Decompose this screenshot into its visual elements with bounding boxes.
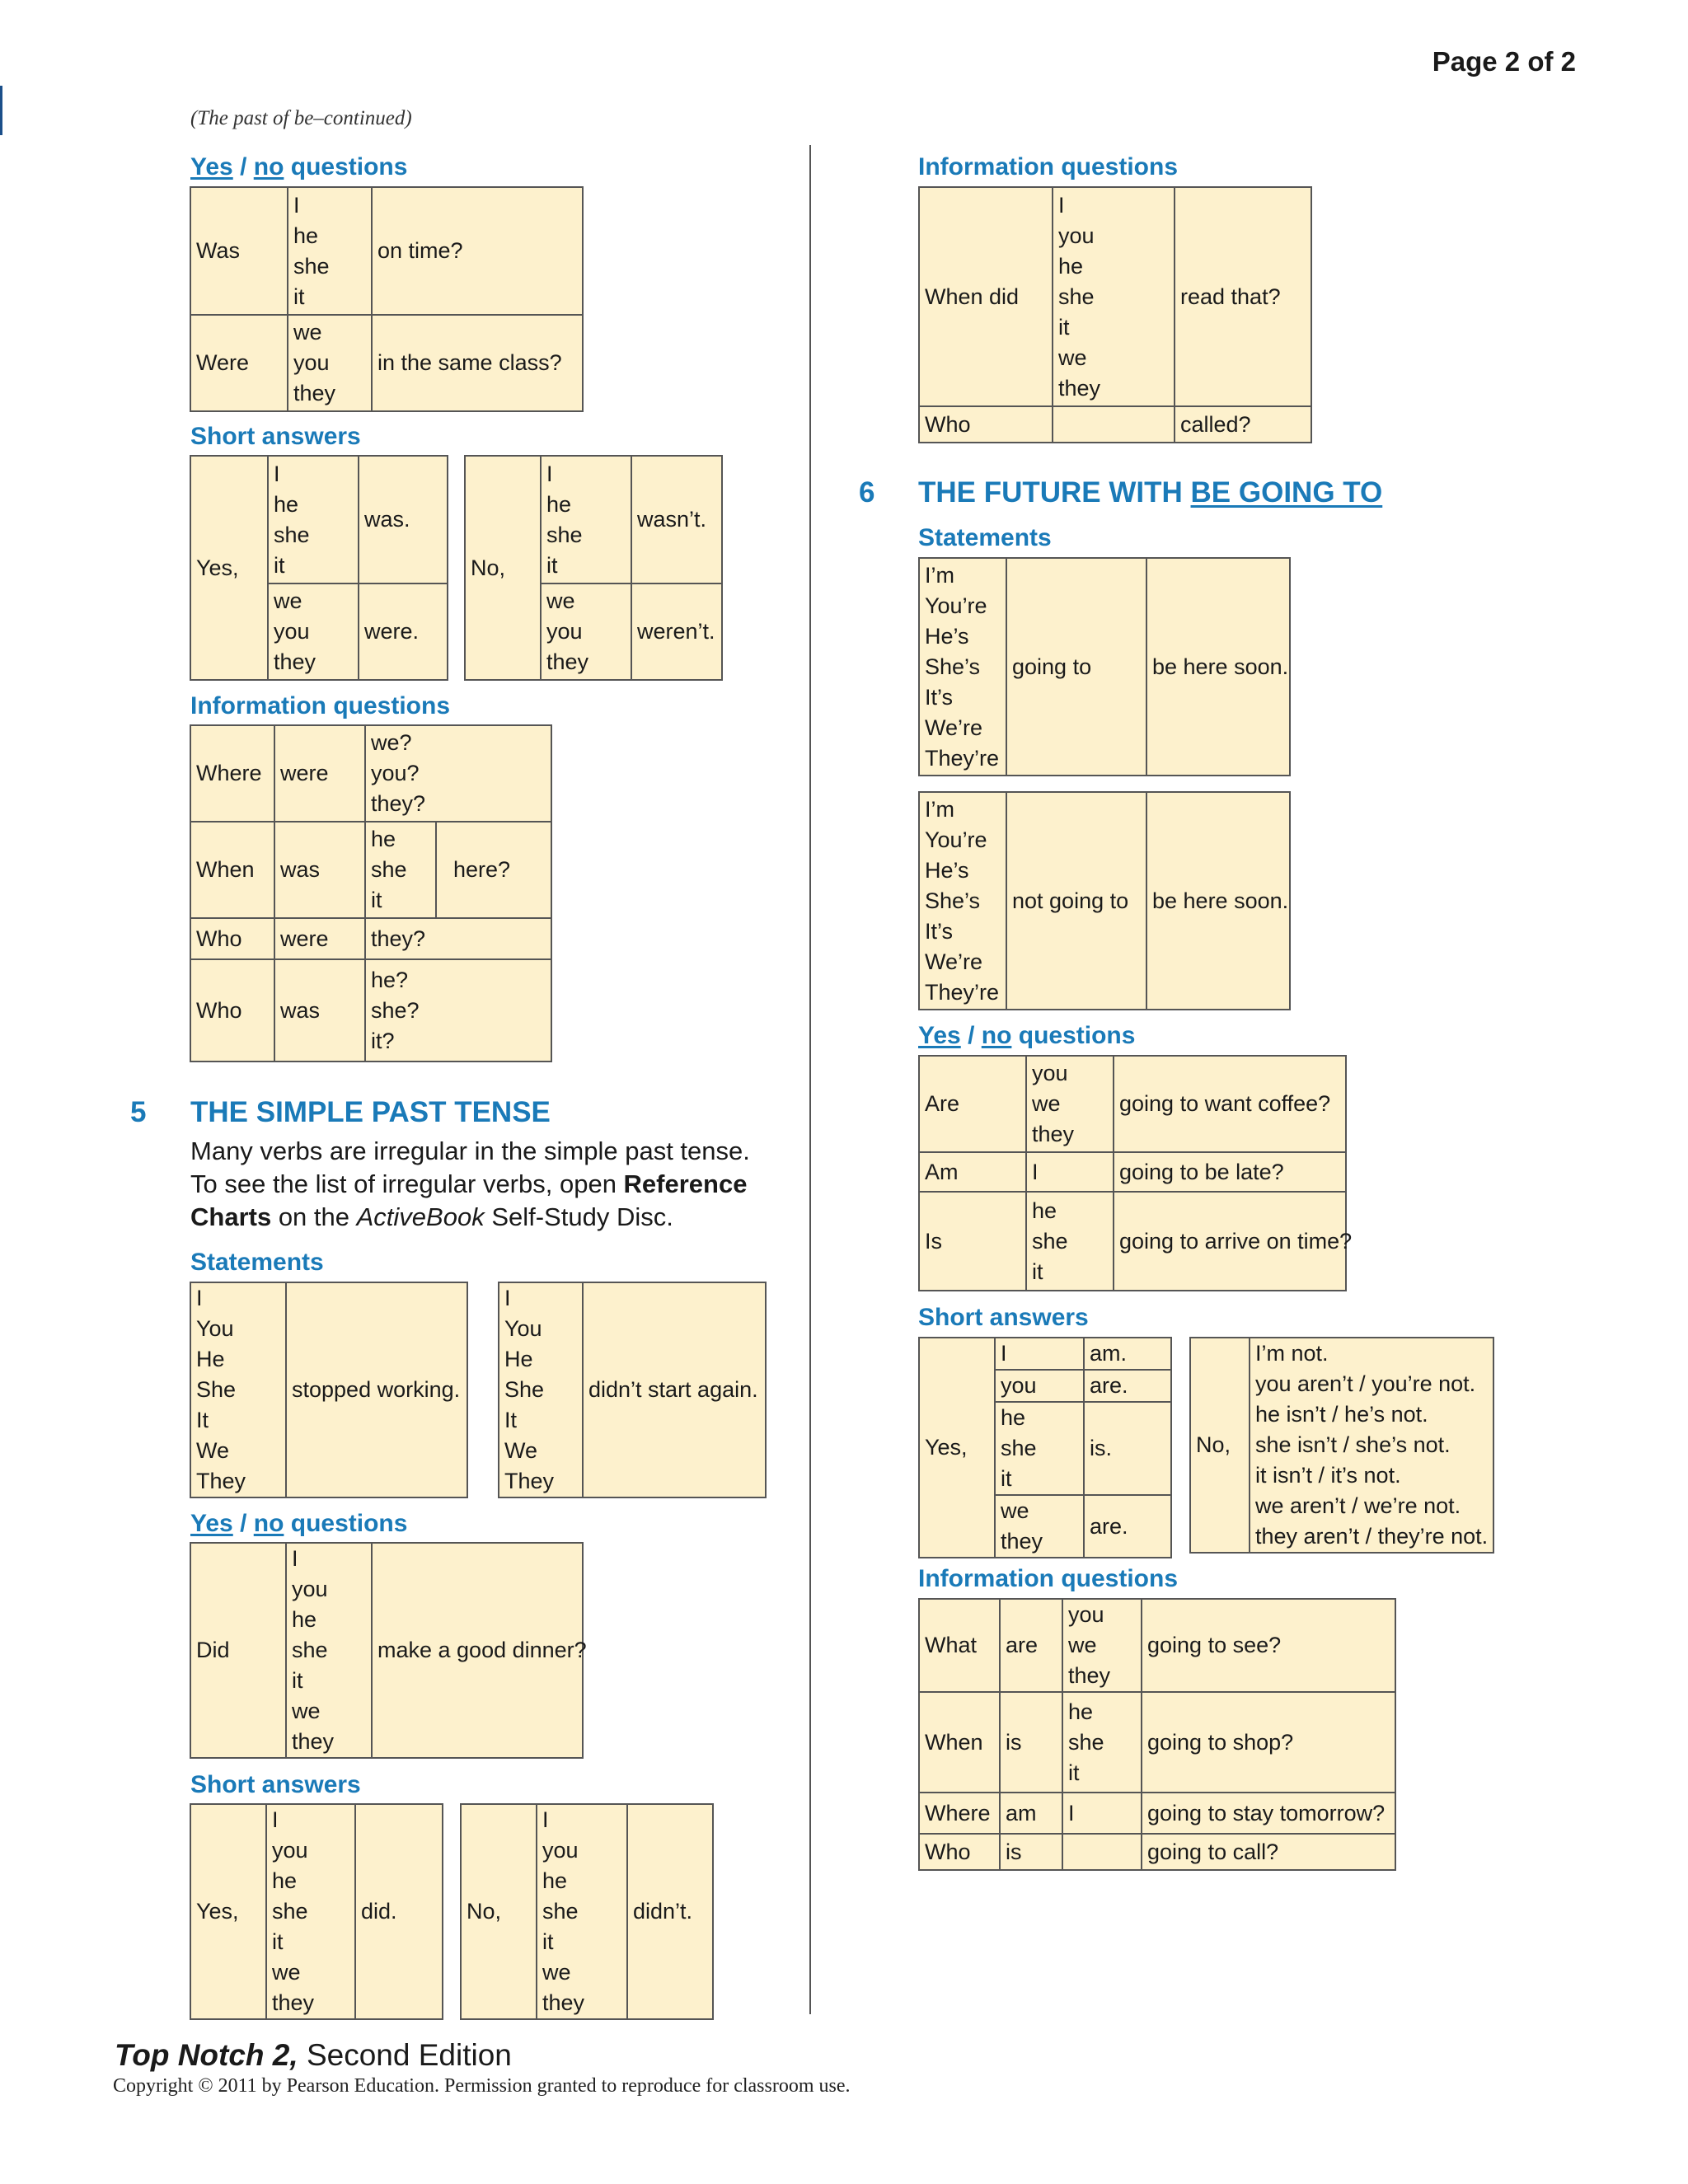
pronoun: It	[504, 1408, 518, 1432]
cell-be: is	[1000, 1692, 1062, 1793]
cell-empty	[1053, 406, 1175, 443]
intro-line	[190, 1168, 750, 1201]
pronoun: it	[371, 888, 382, 912]
pronoun: you	[546, 619, 583, 644]
yes-no-questions-heading	[190, 1511, 407, 1536]
cell-be: am	[1000, 1793, 1062, 1834]
pronoun: I	[504, 1286, 511, 1310]
pronoun: it	[1058, 314, 1070, 340]
pronoun: we?	[371, 730, 412, 755]
cell-verb: were	[274, 725, 365, 822]
cell-pronouns	[268, 456, 359, 583]
information-questions-heading: Information questions	[918, 153, 1178, 180]
cell-be: is.	[1084, 1402, 1171, 1495]
short-answers-heading: Short answers	[190, 1771, 361, 1798]
pronoun: He	[196, 1347, 225, 1371]
pronoun: She’s	[925, 654, 981, 679]
pronoun: they	[272, 1990, 315, 2015]
pronoun: she	[371, 857, 407, 882]
cell-no: No,	[465, 456, 541, 680]
cell-pronouns: they?	[365, 918, 551, 959]
pronoun: you?	[371, 761, 420, 785]
cell-pronouns	[1053, 187, 1175, 406]
cell-verb: was	[274, 822, 365, 918]
cell-complement: called?	[1175, 406, 1311, 443]
book-title-edition: Second Edition	[298, 2038, 512, 2072]
pronoun: They’re	[925, 745, 1000, 771]
pronoun: it	[542, 1929, 554, 1954]
pronoun: they	[293, 381, 336, 405]
short-answers-no-table	[464, 455, 723, 681]
pronoun: you	[1068, 1602, 1104, 1627]
cell-complement: going to stay tomorrow?	[1142, 1793, 1395, 1834]
pronoun: you	[1032, 1061, 1068, 1085]
pronoun: They	[504, 1469, 555, 1493]
pronoun: She	[504, 1377, 545, 1402]
pronoun: you	[292, 1577, 328, 1601]
pronoun: you	[293, 350, 330, 375]
pronoun: he	[272, 1868, 298, 1893]
pronoun: We	[196, 1438, 230, 1463]
negative-answer: I’m not.	[1255, 1341, 1329, 1366]
cell-were: were.	[359, 583, 448, 680]
title-underlined: BE GOING TO	[1190, 476, 1383, 509]
cell-pronouns	[268, 583, 359, 680]
pronoun: we	[542, 1960, 571, 1985]
cell-wh: What	[919, 1599, 1000, 1692]
cell-pronouns	[919, 792, 1006, 1010]
information-questions-heading: Information questions	[190, 692, 450, 719]
pronoun: we	[293, 320, 322, 344]
cell-complement: going to want coffee?	[1114, 1056, 1346, 1152]
pronoun: He’s	[925, 857, 969, 883]
cell-pronouns	[288, 187, 372, 315]
simple-past-negative-table	[498, 1282, 767, 1498]
yes-no-questions-heading	[190, 155, 407, 180]
copyright-notice: Copyright © 2011 by Pearson Education. Permission granted to reproduce for classroom use.	[113, 2075, 851, 2097]
yes-link: Yes	[190, 1510, 233, 1537]
pronoun: we	[1001, 1498, 1029, 1523]
cell-no: No,	[461, 1804, 537, 2019]
cell-be: Is	[919, 1192, 1026, 1291]
short-answers-heading: Short answers	[918, 1304, 1089, 1331]
pronoun: I	[274, 461, 280, 486]
pronoun: we	[1032, 1091, 1061, 1116]
pronoun: he	[542, 1868, 568, 1893]
going-to-short-no-table	[1189, 1337, 1494, 1554]
section-6-title	[918, 478, 1382, 507]
cell-did: did.	[355, 1804, 443, 2019]
cell-wh: When	[919, 1692, 1000, 1793]
pronoun: he	[1001, 1405, 1026, 1430]
page-number: Page 2 of 2	[1432, 46, 1576, 77]
pronoun: we	[292, 1699, 321, 1723]
cell-pronouns	[541, 456, 631, 583]
short-answers-heading: Short answers	[190, 423, 361, 450]
cell-be: are.	[1084, 1495, 1171, 1558]
cell-pronouns	[537, 1804, 627, 2019]
cell-verb-phrase: stopped working.	[286, 1282, 467, 1497]
intro-bold: Charts	[190, 1202, 272, 1231]
simple-past-short-no-table	[460, 1803, 714, 2020]
heading-rest: questions	[1011, 1022, 1136, 1049]
cell-be: am.	[1084, 1338, 1171, 1370]
pronoun: he	[292, 1607, 317, 1632]
pronoun: She	[196, 1377, 237, 1402]
cell-wasnt: wasn’t.	[631, 456, 722, 583]
pronoun: he?	[371, 967, 409, 992]
cell-pronouns	[365, 822, 436, 918]
pronoun: he	[1032, 1197, 1057, 1223]
past-be-information-questions-table	[190, 724, 552, 1062]
cell-pronouns	[541, 583, 631, 680]
heading-rest: questions	[284, 1510, 408, 1537]
cell-pronouns	[1026, 1192, 1114, 1291]
negative-answer: she isn’t / she’s not.	[1255, 1432, 1451, 1457]
cell-negatives	[1250, 1338, 1493, 1553]
cell-pronouns	[1062, 1692, 1142, 1793]
cell-verb: were	[274, 918, 365, 959]
pronoun: they	[1058, 375, 1101, 401]
pronoun: he	[274, 491, 299, 517]
cell-complement: going to call?	[1142, 1834, 1395, 1870]
pronoun: you	[542, 1838, 579, 1863]
going-to-affirmative-table	[918, 557, 1291, 776]
pronoun: I	[1058, 192, 1065, 218]
negative-answer: he isn’t / he’s not.	[1255, 1402, 1428, 1427]
cell-pronouns	[286, 1543, 372, 1758]
pronoun: I	[196, 1286, 203, 1310]
pronoun: it	[1032, 1258, 1043, 1284]
intro-text: on the	[271, 1202, 357, 1231]
pronoun: she	[1068, 1729, 1104, 1755]
pronoun: you	[272, 1838, 308, 1863]
cell-complement: make a good dinner?	[372, 1543, 583, 1758]
cell-pronouns	[365, 959, 551, 1062]
pronoun: we	[1058, 344, 1087, 370]
cell-pronouns	[995, 1402, 1084, 1495]
pronoun: You’re	[925, 593, 987, 618]
simple-past-short-yes-table	[190, 1803, 443, 2020]
pronoun: it	[274, 552, 285, 578]
pronoun: she	[1001, 1436, 1037, 1460]
cell-going-to: not going to	[1006, 792, 1146, 1010]
pronoun: They’re	[925, 979, 1000, 1005]
pronoun: I	[293, 192, 300, 218]
cell-be: are.	[1084, 1370, 1171, 1402]
cell-pronoun: I	[1026, 1152, 1114, 1192]
pronoun: you	[1058, 223, 1095, 248]
simple-past-affirmative-table	[190, 1282, 468, 1498]
pronoun: they	[546, 649, 589, 674]
cell-pronoun: I	[1062, 1793, 1142, 1834]
book-title-italic: Top Notch 2,	[115, 2038, 298, 2072]
pronoun: She’s	[925, 888, 981, 913]
cell-complement: on time?	[372, 187, 583, 315]
pronoun: she	[293, 253, 330, 279]
pronoun: it	[292, 1668, 303, 1693]
pronoun: I	[542, 1807, 549, 1832]
pronoun: I’m	[925, 796, 954, 822]
cell-complement: read that?	[1175, 187, 1311, 406]
pronoun: she	[272, 1899, 308, 1924]
pronoun: I	[292, 1546, 298, 1571]
cell-going-to: going to	[1006, 558, 1146, 776]
cell-pronouns	[919, 558, 1006, 776]
cell-was: Was	[190, 187, 288, 315]
no-link: no	[253, 1510, 284, 1537]
cell-empty	[1062, 1834, 1142, 1870]
pronoun: I’m	[925, 562, 954, 588]
pronoun: she?	[371, 997, 420, 1023]
pronoun: they	[1001, 1529, 1043, 1554]
cell-complement: going to shop?	[1142, 1692, 1395, 1793]
section-6-number: 6	[859, 476, 875, 509]
cell-wh: When did	[919, 187, 1053, 406]
cell-were: Were	[190, 315, 288, 411]
cell-pronouns	[1062, 1599, 1142, 1692]
cell-did: Did	[190, 1543, 286, 1758]
cell-wh: When	[190, 822, 274, 918]
pronoun: he	[371, 827, 396, 851]
cell-yes: Yes,	[190, 456, 268, 680]
pronoun: she	[542, 1899, 579, 1924]
pronoun: they	[542, 1990, 585, 2015]
cell-be: is	[1000, 1834, 1062, 1870]
cell-complement: going to be late?	[1114, 1152, 1346, 1192]
cell-wh: Who	[190, 959, 274, 1062]
cell-be: are	[1000, 1599, 1062, 1692]
column-divider	[809, 145, 811, 2014]
section-5-number: 5	[130, 1096, 147, 1128]
pronoun: it	[272, 1929, 284, 1954]
cell-didnt: didn’t.	[627, 1804, 713, 2019]
cell-be: Are	[919, 1056, 1026, 1152]
pronoun: he	[293, 223, 319, 248]
pronoun: it	[546, 552, 558, 578]
yes-link: Yes	[918, 1022, 961, 1049]
past-simple-information-questions-table	[918, 186, 1312, 443]
pronoun: it	[1001, 1466, 1012, 1491]
cell-yes: Yes,	[190, 1804, 266, 2019]
yes-link: Yes	[190, 153, 233, 180]
pronoun: we	[1068, 1633, 1097, 1657]
statements-heading: Statements	[918, 524, 1052, 551]
intro-bold: Reference	[623, 1169, 748, 1198]
pronoun: You	[196, 1316, 234, 1341]
going-to-negative-table	[918, 791, 1291, 1010]
pronoun: they	[274, 649, 316, 674]
going-to-information-questions-table	[918, 1598, 1396, 1871]
heading-rest: questions	[284, 153, 408, 180]
pronoun: he	[1068, 1699, 1094, 1724]
cell-no: No,	[1190, 1338, 1250, 1553]
pronoun: she	[292, 1638, 328, 1662]
pronoun: it	[1068, 1760, 1080, 1785]
statements-heading: Statements	[190, 1249, 324, 1276]
cell-wh: Where	[190, 725, 274, 822]
pronoun: we	[546, 588, 575, 613]
cell-complement: going to see?	[1142, 1599, 1395, 1692]
no-link: no	[981, 1022, 1012, 1049]
cell-verb-phrase: be here soon.	[1146, 558, 1290, 776]
pronoun: they	[292, 1729, 335, 1754]
pronoun: she	[274, 522, 310, 547]
heading-separator: /	[232, 1510, 254, 1537]
section-5-title: THE SIMPLE PAST TENSE	[190, 1096, 551, 1128]
pronoun: It’s	[925, 918, 954, 944]
going-to-short-yes-table	[918, 1337, 1172, 1558]
cell-complement: going to arrive on time?	[1114, 1192, 1346, 1291]
pronoun: I	[272, 1807, 279, 1832]
section-caption: (The past of be–continued)	[190, 107, 412, 129]
cell-complement: here?	[436, 822, 551, 918]
negative-answer: it isn’t / it’s not.	[1255, 1463, 1401, 1488]
pronoun: You	[504, 1316, 542, 1341]
intro-line: Many verbs are irregular in the simple past tense.	[190, 1137, 750, 1165]
intro-text: Self-Study Disc.	[484, 1202, 673, 1231]
cell-pronouns	[499, 1282, 583, 1497]
intro-text: To see the list of irregular verbs, open	[190, 1169, 624, 1198]
title-text: THE FUTURE WITH	[918, 476, 1191, 509]
pronoun: she	[546, 522, 583, 547]
pronoun: It’s	[925, 684, 954, 710]
page-edge-mark	[0, 86, 2, 135]
cell-werent: weren’t.	[631, 583, 722, 680]
pronoun: He’s	[925, 623, 969, 649]
section-5-intro	[190, 1135, 750, 1234]
pronoun: they	[1068, 1663, 1111, 1688]
cell-verb-phrase: didn’t start again.	[583, 1282, 766, 1497]
cell-pronouns	[1026, 1056, 1114, 1152]
negative-answer: we aren’t / we’re not.	[1255, 1493, 1461, 1518]
cell-was: was.	[359, 456, 448, 583]
going-to-yes-no-table	[918, 1055, 1353, 1291]
intro-line	[190, 1201, 750, 1234]
simple-past-yes-no-table	[190, 1542, 587, 1759]
pronoun: It	[196, 1408, 209, 1432]
pronoun: they	[1032, 1122, 1075, 1146]
cell-complement: in the same class?	[372, 315, 583, 411]
cell-yes: Yes,	[919, 1338, 995, 1558]
pronoun: it	[293, 284, 305, 309]
book-title	[115, 2038, 512, 2073]
pronoun: we	[274, 588, 302, 613]
pronoun: he	[546, 491, 572, 517]
cell-wh: Who	[919, 1834, 1000, 1870]
cell-pronouns	[190, 1282, 286, 1497]
pronoun: We	[504, 1438, 538, 1463]
cell-wh: Who	[919, 406, 1053, 443]
pronoun: you	[274, 619, 310, 644]
was-were-yes-no-table	[190, 186, 584, 412]
cell-pronouns	[266, 1804, 355, 2019]
short-answers-yes-table	[190, 455, 448, 681]
cell-pronouns	[288, 315, 372, 411]
pronoun: we	[272, 1960, 301, 1985]
cell-pronoun: I	[995, 1338, 1084, 1370]
pronoun: I	[546, 461, 553, 486]
pronoun: They	[196, 1469, 246, 1493]
no-link: no	[253, 153, 284, 180]
cell-wh: Who	[190, 918, 274, 959]
cell-pronouns	[365, 725, 551, 822]
cell-verb-phrase: be here soon.	[1146, 792, 1290, 1010]
cell-pronouns	[995, 1495, 1084, 1558]
cell-pronoun: you	[995, 1370, 1084, 1402]
intro-italic: ActiveBook	[356, 1202, 485, 1231]
pronoun: He	[504, 1347, 533, 1371]
pronoun: it?	[371, 1028, 395, 1053]
heading-separator: /	[960, 1022, 982, 1049]
pronoun: You’re	[925, 827, 987, 852]
pronoun: he	[1058, 253, 1084, 279]
pronoun: she	[1058, 284, 1095, 309]
pronoun: We’re	[925, 715, 983, 740]
pronoun: she	[1032, 1228, 1068, 1254]
heading-separator: /	[232, 153, 254, 180]
negative-answer: they aren’t / they’re not.	[1255, 1524, 1489, 1549]
yes-no-questions-heading	[918, 1024, 1135, 1048]
cell-verb: was	[274, 959, 365, 1062]
negative-answer: you aren’t / you’re not.	[1255, 1371, 1476, 1396]
cell-wh: Where	[919, 1793, 1000, 1834]
pronoun: they?	[371, 791, 426, 816]
cell-be: Am	[919, 1152, 1026, 1192]
information-questions-heading: Information questions	[918, 1565, 1178, 1592]
pronoun: We’re	[925, 949, 983, 974]
